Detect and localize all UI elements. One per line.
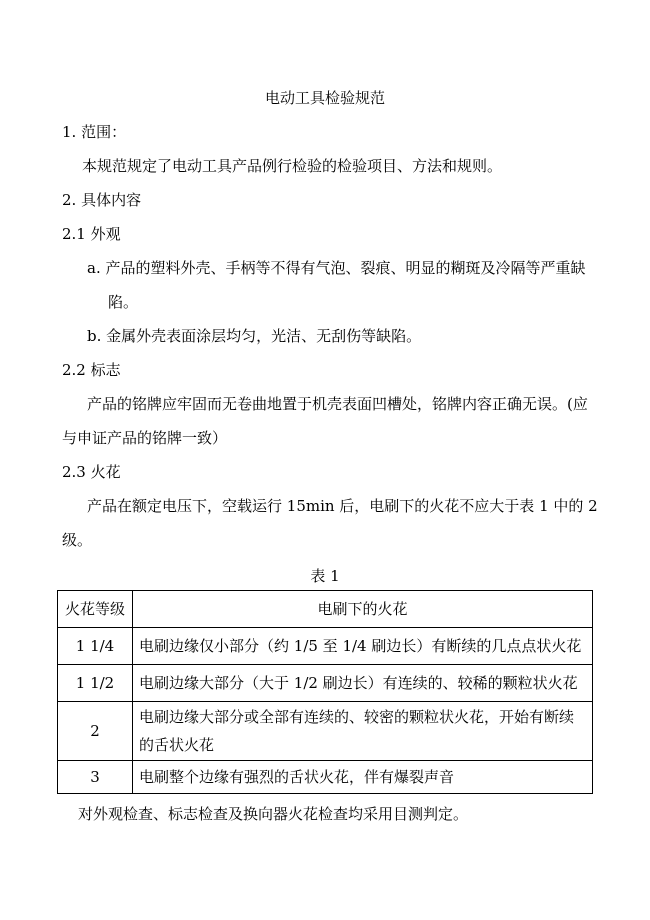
spark-grade-table <box>57 590 593 794</box>
section-1-text: 本规范规定了电动工具产品例行检验的检验项目、方法和规则。 <box>82 157 503 175</box>
table-row <box>58 628 593 665</box>
document-title: 电动工具检验规范 <box>264 89 385 107</box>
desc-cell-line2: 的舌状火花 <box>139 736 215 754</box>
grade-cell: 3 <box>58 761 133 794</box>
grade-cell: 1 1/4 <box>58 628 133 665</box>
section-2-3-heading: 2.3 火花 <box>62 463 121 481</box>
section-2-2-line2: 与申证产品的铭牌一致） <box>62 429 228 447</box>
table-caption: 表 1 <box>310 567 340 585</box>
table-row <box>58 665 593 702</box>
section-2-2-heading: 2.2 标志 <box>62 361 121 379</box>
desc-cell: 电刷边缘大部分（大于 1/2 刷边长）有连续的、较稀的颗粒状火花 <box>133 665 593 702</box>
section-2-2-line1: 产品的铭牌应牢固而无卷曲地置于机壳表面凹槽处，铭牌内容正确无误。(应 <box>87 395 588 413</box>
section-2-1-item-a-line2: 陷。 <box>108 293 139 311</box>
section-2-1-heading: 2.1 外观 <box>62 225 121 243</box>
closing-text: 对外观检查、标志检查及换向器火花检查均采用目测判定。 <box>78 805 469 823</box>
grade-cell: 2 <box>58 702 133 761</box>
section-1-heading: 1. 范围： <box>62 123 127 141</box>
header-grade: 火花等级 <box>58 591 133 628</box>
table-row <box>58 702 593 761</box>
header-desc: 电刷下的火花 <box>133 591 593 628</box>
desc-cell: 电刷整个边缘有强烈的舌状火花，伴有爆裂声音 <box>133 761 593 794</box>
desc-cell <box>133 702 593 761</box>
desc-cell: 电刷边缘仅小部分（约 1/5 至 1/4 刷边长）有断续的几点点状火花 <box>133 628 593 665</box>
desc-cell-line1: 电刷边缘大部分或全部有连续的、较密的颗粒状火花，开始有断续 <box>139 708 575 726</box>
section-2-1-item-a-line1: a. 产品的塑料外壳、手柄等不得有气泡、裂痕、明显的糊斑及冷隔等严重缺 <box>87 259 586 277</box>
section-2-3-line1: 产品在额定电压下，空载运行 15min 后，电刷下的火花不应大于表 1 中的 2 <box>87 497 598 515</box>
section-2-1-item-b: b. 金属外壳表面涂层均匀，光洁、无刮伤等缺陷。 <box>87 327 422 345</box>
table-row <box>58 761 593 794</box>
table-header-row <box>58 591 593 628</box>
section-2-3-line2: 级。 <box>62 531 93 549</box>
grade-cell: 1 1/2 <box>58 665 133 702</box>
section-2-heading: 2. 具体内容 <box>62 191 142 209</box>
